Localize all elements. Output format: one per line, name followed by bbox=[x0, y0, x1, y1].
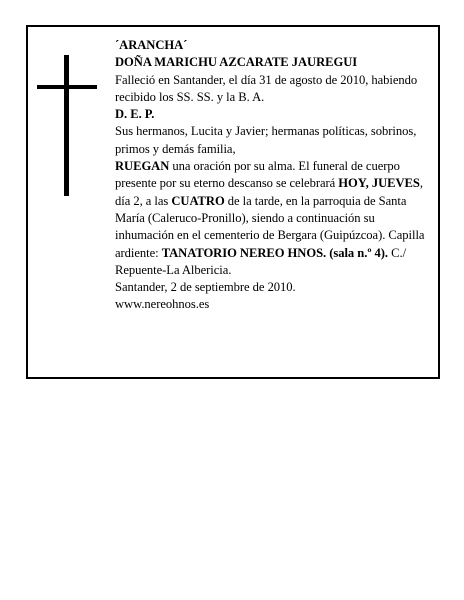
request-text: una oración por su alma. El funeral de cuerpo presente por su eterno descanso se celebrará bbox=[115, 159, 400, 191]
funeral-day: HOY, JUEVES bbox=[338, 176, 420, 191]
deceased-alias: ´ARANCHA´ bbox=[115, 38, 188, 52]
deceased-name: DOÑA MARICHU AZCARATE JAUREGUI bbox=[115, 55, 358, 70]
obituary-text-block bbox=[115, 37, 433, 314]
rip-abbreviation: D. E. P. bbox=[115, 107, 155, 122]
cross-icon-crossbar bbox=[37, 85, 97, 89]
funeral-location: de la tarde, en la parroquia de Santa María (Caleruco-Pronillo), siendo a continuación su inhumación en el cementerio de Bergara (Guipúzcoa). Capilla ardiente: bbox=[115, 193, 425, 260]
date-place: Santander, 2 de septiembre de 2010. bbox=[115, 280, 296, 295]
website: www.nereohnos.es bbox=[115, 297, 210, 312]
cross-icon bbox=[64, 55, 69, 196]
family-list: Sus hermanos, Lucita y Javier; hermanas políticas, sobrinos, primos y demás familia, bbox=[115, 124, 417, 156]
funeral-day-text: , día 2, a las bbox=[115, 176, 423, 208]
funeral-home: TANATORIO NEREO HNOS. (sala n.º 4). bbox=[161, 245, 389, 260]
request-verb: RUEGAN bbox=[115, 159, 170, 174]
death-info: Falleció en Santander, el día 31 de agosto de 2010, habiendo recibido los SS. SS. y la B. A. bbox=[115, 72, 418, 104]
funeral-home-address: C./ Repuente-La Albericia. bbox=[115, 245, 407, 277]
funeral-time: CUATRO bbox=[171, 193, 225, 208]
funeral-paragraph bbox=[115, 158, 433, 279]
